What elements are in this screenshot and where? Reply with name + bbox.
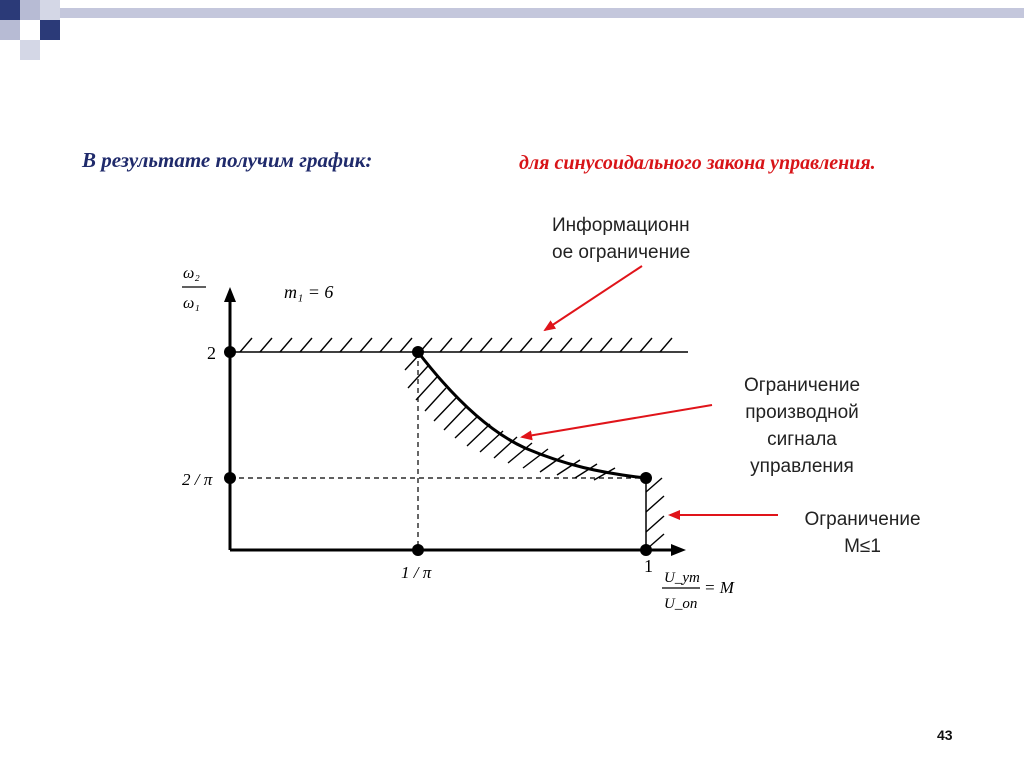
point-curve-end bbox=[640, 472, 652, 484]
point-y-2-over-pi bbox=[224, 472, 236, 484]
point-x-1-over-pi bbox=[412, 544, 424, 556]
page-number: 43 bbox=[937, 727, 953, 743]
point-y-2 bbox=[224, 346, 236, 358]
x-axis-label-equals: = M bbox=[704, 578, 734, 597]
derivative-limit-note bbox=[718, 372, 886, 480]
derivative-limit-curve bbox=[418, 352, 646, 478]
note-line: M≤1 bbox=[844, 536, 881, 557]
note-line: ое ограничение bbox=[552, 242, 691, 263]
arrow-information-limit bbox=[545, 266, 642, 330]
m-limit-hatching bbox=[646, 478, 664, 548]
note-line: производной bbox=[745, 402, 859, 423]
y-axis-label-numerator: ω₂ bbox=[183, 265, 200, 282]
y-tick-2-over-pi: 2 / π bbox=[182, 470, 213, 489]
y-axis-label-denominator: ω₁ bbox=[183, 295, 200, 312]
x-axis-arrowhead bbox=[671, 544, 686, 556]
parameter-label: m₁ = 6 bbox=[284, 282, 334, 302]
information-limit-hatching bbox=[240, 338, 672, 352]
m-limit-note bbox=[770, 506, 955, 560]
slide-heading: В результате получим график: bbox=[82, 148, 373, 172]
y-tick-2: 2 bbox=[207, 343, 216, 363]
note-line: Ограничение bbox=[804, 509, 921, 530]
point-x-1 bbox=[640, 544, 652, 556]
y-axis-arrowhead bbox=[224, 287, 236, 302]
x-tick-1: 1 bbox=[644, 556, 653, 576]
note-line: Информационн bbox=[552, 215, 690, 236]
note-line: сигнала bbox=[767, 429, 837, 450]
x-axis-label-numerator: U_ут bbox=[664, 570, 700, 586]
point-curve-start bbox=[412, 346, 424, 358]
slide-subheading: для синусоидального закона управления. bbox=[519, 152, 876, 174]
note-line: Ограничение bbox=[743, 375, 861, 396]
x-axis-label-denominator: U_оп bbox=[664, 596, 698, 612]
information-limit-note bbox=[552, 212, 742, 266]
x-tick-1-over-pi: 1 / π bbox=[401, 563, 432, 582]
note-line: управления bbox=[750, 456, 854, 477]
arrow-derivative-limit bbox=[522, 405, 712, 437]
